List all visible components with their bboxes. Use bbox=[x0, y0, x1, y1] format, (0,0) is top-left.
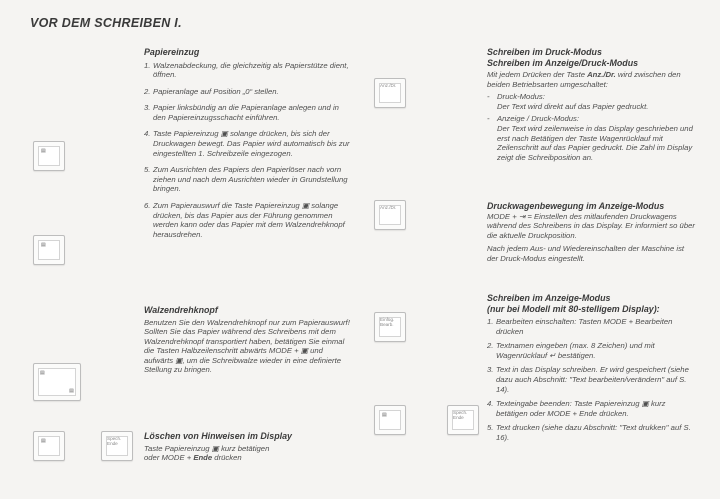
papiereinzug-key-icon: ▤ bbox=[33, 235, 65, 265]
list-item: 1. Bearbeiten einschalten: Tasten MODE + Bearbeiten drücken bbox=[487, 317, 673, 336]
papiereinzug-section bbox=[144, 47, 352, 246]
druckmodus-heading: Schreiben im Druck-Modus bbox=[487, 47, 602, 57]
list-item: 2. Textnamen eingeben (max. 8 Zeichen) und mit Wagenrücklauf ↵ bestätigen. bbox=[487, 341, 655, 360]
page-title: VOR DEM SCHREIBEN I. bbox=[30, 16, 182, 30]
anzdr-key-icon: Anz./Dr. bbox=[374, 200, 406, 230]
anzeigemodus-section bbox=[487, 293, 697, 448]
druckmodus-intro: Mit jedem Drücken der Taste Anz./Dr. wird zwischen den beiden Betriebsarten umgeschaltet: bbox=[487, 70, 681, 89]
druckmodus-section bbox=[487, 47, 697, 162]
halbzeilen-key-icon: ▤ ▤ bbox=[33, 363, 81, 401]
list-item: 4. Texteingabe beenden: Taste Papiereinzug ▣ kurz betätigen oder MODE + Ende drücken. bbox=[487, 399, 666, 418]
walzendrehknopf-text: Benutzen Sie den Walzendrehknopf nur zum Papierauswurf! Sollten Sie das Papier während des Schreibens mit dem Walzendrehknopf transportiert haben, betätigen Sie einmal die Tasten Halbzeilenschritt abwärts MODE + ▣ und aufwärts ▣, um die Schreibwalze wieder in eine definierte Stellung zu bringen. bbox=[144, 317, 350, 375]
anzeigemodus-subheading: (nur bei Modell mit 80-stelligem Display): bbox=[487, 303, 660, 314]
loeschen-line1: Taste Papiereinzug ▣ kurz betätigen bbox=[144, 443, 270, 453]
list-item: 3. Papier linksbündig an die Papieranlage anlegen und in den Papiereinzugsschacht einführen. bbox=[144, 103, 339, 122]
list-item: 5. Zum Ausrichten des Papiers den Papierlöser nach vorn ziehen und nach dem Ausrichten wieder in Grundstellung bringen. bbox=[144, 165, 348, 194]
speich-ende-key-icon: Spech. Ende bbox=[447, 405, 479, 435]
walzendrehknopf-heading: Walzendrehknopf bbox=[144, 305, 218, 315]
einfueg-bearb-key-icon: Einfüg. Bearb. bbox=[374, 312, 406, 342]
list-item: 1. Walzenabdeckung, die gleichzeitig als Papierstütze dient, öffnen. bbox=[144, 60, 349, 80]
loeschen-heading: Löschen von Hinweisen im Display bbox=[144, 431, 292, 441]
anzdr-key-icon: Anz./Dr. bbox=[374, 78, 406, 108]
druckwagen-heading: Druckwagenbewegung im Anzeige-Modus bbox=[487, 201, 665, 211]
list-item: - Anzeige / Druck-Modus: Der Text wird zeilenweise in das Display geschrieben und erst nach Betätigen der Taste Wagenrücklauf mit Zeilenschritt auf das Papier gedruckt. Die Zahl im Display zeigt die Schreibposition an. bbox=[487, 114, 693, 162]
list-item: 3. Text in das Display schreiben. Er wird gespeichert (siehe dazu auch Abschnitt: "Text bearbeiten/verändern" auf S. 14). bbox=[487, 365, 689, 394]
walzendrehknopf-section bbox=[144, 305, 352, 375]
druckwagen-text1: MODE + ⇥ = Einstellen des mitlaufenden Druckwagens während des Schreibens in das Display. Er informiert so über die aktuelle Druckposition. bbox=[487, 211, 695, 240]
speich-ende-key-icon: Spech. Ende bbox=[101, 431, 133, 461]
loeschen-section bbox=[144, 431, 352, 463]
list-item: - Druck-Modus: Der Text wird direkt auf das Papier gedruckt. bbox=[487, 92, 649, 111]
loeschen-line2: oder MODE + Ende drücken bbox=[144, 453, 242, 463]
list-item: 6. Zum Papierauswurf die Taste Papiereinzug ▣ solange drücken, bis das Papier aus der Führung genommen werden kann oder das Papier mit dem Walzendrehknopf herausdrehen. bbox=[144, 201, 345, 239]
list-item: 2. Papieranlage auf Position „0“ stellen. bbox=[144, 86, 279, 96]
papiereinzug-heading: Papiereinzug bbox=[144, 47, 200, 57]
druckwagen-section bbox=[487, 201, 697, 263]
druckwagen-text2: Nach jedem Aus- und Wiedereinschalten der Maschine ist der Druck-Modus eingestellt. bbox=[487, 244, 685, 263]
anzeige-druckmodus-heading: Schreiben im Anzeige/Druck-Modus bbox=[487, 57, 639, 68]
list-item: 4. Taste Papiereinzug ▣ solange drücken, bis sich der Druckwagen bewegt. Das Papier wird automatisch bis zur eingestellten 1. Schreibzeile eingezogen. bbox=[144, 129, 350, 158]
papiereinzug-key-icon: ▤ bbox=[374, 405, 406, 435]
papiereinzug-key-icon: ▤ bbox=[33, 431, 65, 461]
anzeigemodus-heading: Schreiben im Anzeige-Modus bbox=[487, 293, 611, 303]
papiereinzug-key-icon: ▤ bbox=[33, 141, 65, 171]
list-item: 5. Text drucken (siehe dazu Abschnitt: "Text drukken" auf S. 16). bbox=[487, 423, 691, 442]
